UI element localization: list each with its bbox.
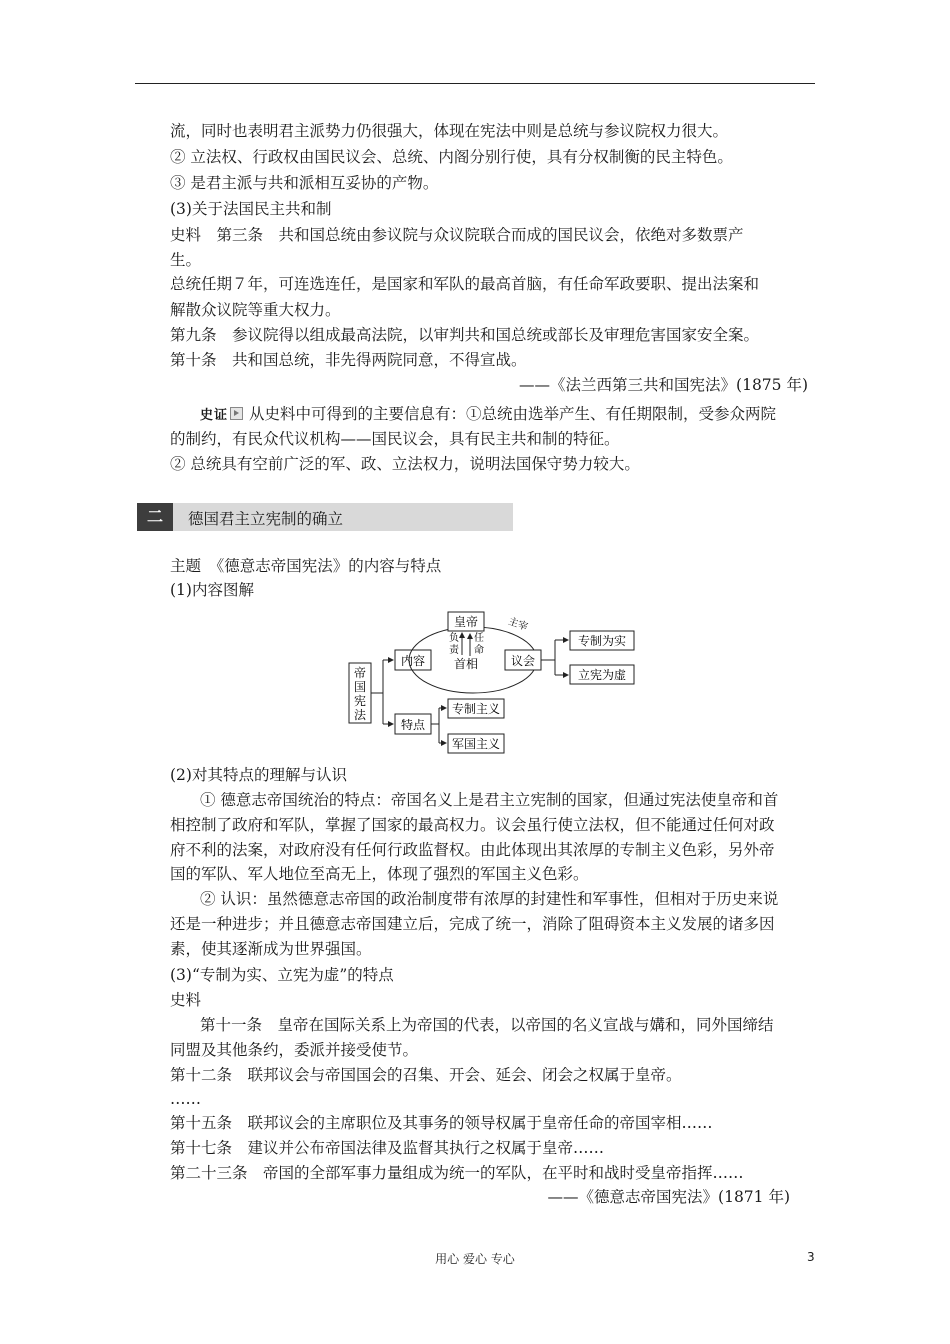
text-line: 第十五条 联邦议会的主席职位及其事务的领导权属于皇帝任命的帝国宰相…… [170, 1114, 713, 1132]
arrow-icon [230, 407, 243, 420]
text-line: 同盟及其他条约，委派并接受使节。 [170, 1041, 419, 1059]
root-label-2: 国 [353, 680, 367, 694]
citation: ——《法兰西第三共和国宪法》(1875 年) [519, 376, 808, 394]
text-line: 第十条 共和国总统，非先得两院同意，不得宣战。 [170, 351, 527, 369]
text-line: 还是一种进步；并且德意志帝国建立后，完成了统一，消除了阻碍资本主义发展的诸多因 [170, 915, 775, 933]
text-line: 第二十三条 帝国的全部军事力量组成为统一的军队，在平时和战时受皇帝指挥…… [170, 1164, 744, 1182]
militarism-label: 军国主义 [451, 737, 501, 751]
text-line: 解散众议院等重大权力。 [170, 301, 341, 319]
svg-text:任: 任 [474, 633, 484, 644]
text-line: 总统任期７年，可连选连任，是国家和军队的最高首脑，有任命军政要职、提出法案和 [170, 275, 760, 293]
text-line: 史料 第三条 共和国总统由参议院与众议院联合而成的国民议会，依绝对多数票产 [170, 226, 744, 244]
svg-text:责: 责 [449, 645, 459, 656]
topic-heading: 主题 《德意志帝国宪法》的内容与特点 [170, 557, 442, 575]
text-line: 国的军队、军人地位至高无上，体现了强烈的军国主义色彩。 [170, 865, 589, 883]
root-label-4: 法 [353, 708, 367, 722]
text-line: 的制约，有民众代议机构——国民议会，具有民主共和制的特征。 [170, 430, 620, 448]
text-line: 第十一条 皇帝在国际关系上为帝国的代表，以帝国的名义宣战与媾和，同外国缔结 [200, 1016, 774, 1034]
text-line: ② 总统具有空前广泛的军、政、立法权力，说明法国保守势力较大。 [170, 455, 640, 473]
citation: ——《德意志帝国宪法》(1871 年) [547, 1188, 790, 1206]
text-line: 第十二条 联邦议会与帝国国会的召集、开会、延会、闭会之权属于皇帝。 [170, 1066, 682, 1084]
svg-text:命: 命 [474, 645, 484, 656]
autocracy-label: 专制主义 [451, 702, 501, 716]
root-label-1: 帝 [353, 666, 367, 680]
text-line: …… [170, 1090, 201, 1108]
content-diagram [345, 603, 645, 758]
evidence-badge: 史证 [200, 408, 229, 423]
text-line: 素，使其逐渐成为世界强国。 [170, 940, 372, 958]
evidence-block [200, 402, 776, 424]
footer-text: 用心 爱心 专心 [435, 1252, 515, 1266]
text-line: ② 立法权、行政权由国民议会、总统、内阁分别行使，具有分权制衡的民主特色。 [170, 148, 733, 166]
text-line: 第九条 参议院得以组成最高法院，以审判共和国总统或部长及审理危害国家安全案。 [170, 326, 760, 344]
root-label-3: 宪 [353, 694, 367, 708]
subheading: (3)“专制为实、立宪为虚”的特点 [170, 966, 394, 984]
text-line: ① 德意志帝国统治的特点：帝国名义上是君主立宪制的国家，但通过宪法使皇帝和首 [200, 791, 779, 809]
text-line: ③ 是君主派与共和派相互妥协的产物。 [170, 174, 439, 192]
chancellor-label: 首相 [453, 657, 479, 671]
subheading: (3)关于法国民主共和制 [170, 200, 332, 218]
text-line: 第十七条 建议并公布帝国法律及监督其执行之权属于皇帝…… [170, 1139, 605, 1157]
subheading: (2)对其特点的理解与认识 [170, 766, 347, 784]
evidence-text: 从史料中可得到的主要信息有：①总统由选举产生、有任期限制，受参众两院 [249, 405, 777, 423]
source-label: 史料 [170, 991, 202, 1009]
page-number: 3 [807, 1250, 815, 1264]
content-label: 内容 [400, 654, 426, 668]
text-line: 府不利的法案，对政府没有任何行政监督权。由此体现出其浓厚的专制主义色彩，另外帝 [170, 841, 775, 859]
text-line: 流，同时也表明君主派势力仍很强大，体现在宪法中则是总统与参议院权力很大。 [170, 122, 729, 140]
parliament-label: 议会 [510, 654, 536, 668]
svg-text:负: 负 [449, 633, 459, 644]
subheading: (1)内容图解 [170, 581, 254, 599]
emperor-label: 皇帝 [453, 615, 479, 629]
autocracy-real-label: 专制为实 [577, 634, 627, 648]
text-line: ② 认识：虽然德意志帝国的政治制度带有浓厚的封建性和军事性，但相对于历史来说 [200, 890, 779, 908]
section-number: 二 [137, 503, 173, 531]
constitution-false-label: 立宪为虚 [577, 668, 627, 682]
features-label: 特点 [400, 718, 426, 732]
header-rule [135, 83, 815, 84]
text-line: 相控制了政府和军队，掌握了国家的最高权力。议会虽行使立法权，但不能通过任何对政 [170, 816, 775, 834]
control-label: 主宰 [506, 616, 530, 634]
section-title: 德国君主立宪制的确立 [188, 510, 344, 528]
text-line: 生。 [170, 251, 202, 269]
